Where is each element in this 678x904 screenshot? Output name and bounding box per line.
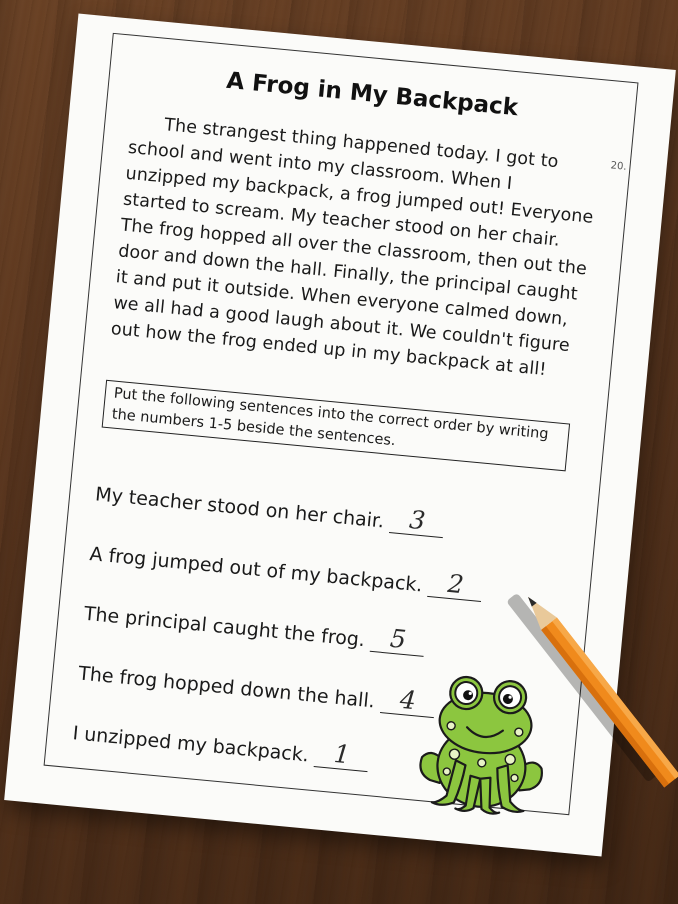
sentence-text: A frog jumped out of my backpack. [88,543,424,597]
instructions-box: Put the following sentences into the correct order by writing the numbers 1-5 beside the sentences. [102,380,570,472]
story-paragraph: The strangest thing happened today. I got to school and went into my classroom. When I unzipped my backpack, a frog jumped out! Everyone started to scream. My teacher stood on her chair. The frog hopped all over the classroom, then out the door and down the hall. Finally, the principal caught it and put it outside. When everyone calmed down, we all had a good laugh about it. We couldn't figure out how the frog ended up in my backpack at all! [110,115,595,381]
answer-blank[interactable]: 4 [380,684,436,718]
answer-blank[interactable]: 5 [370,623,426,657]
pencil-icon [484,545,678,805]
sentence-text: My teacher stood on her chair. [94,483,386,533]
sentence-text: The frog hopped down the hall. [77,662,376,713]
answer-blank[interactable]: 2 [427,568,483,602]
answer-blank[interactable]: 1 [314,738,370,772]
sentence-text: The principal caught the frog. [83,602,366,652]
sentence-text: I unzipped my backpack. [71,722,310,767]
worksheet-title: A Frog in My Backpack [225,67,520,122]
answer-blank[interactable]: 3 [389,504,445,538]
page-number: 20. [610,160,627,173]
